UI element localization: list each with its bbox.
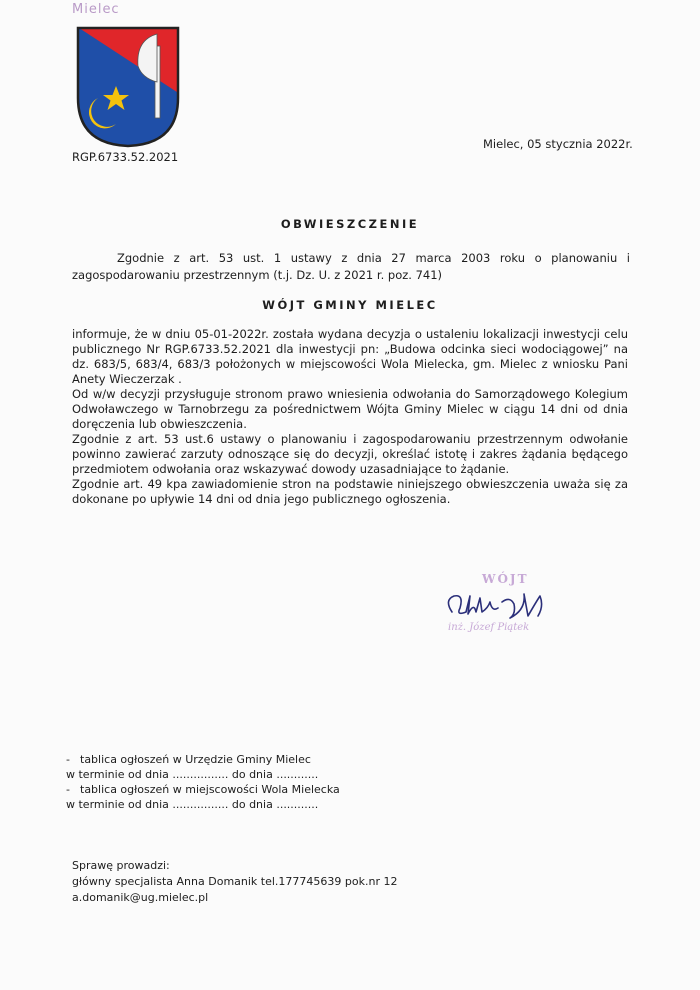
posting-period-2: w terminie od dnia ................ do dnia ............ <box>66 798 319 811</box>
crest-label: Mielec <box>72 2 120 17</box>
prepared-by-email: a.domanik@ug.mielec.pl <box>72 891 209 904</box>
stamp-name: inż. Józef Piątek <box>448 622 530 633</box>
posting-info <box>66 752 396 812</box>
legal-basis: Zgodnie z art. 53 ust. 1 ustawy z dnia 27 marca 2003 roku o planowaniu i zagospodarowaniu przestrzennym (t.j. Dz. U. z 2021 r. poz. 741) <box>72 251 630 282</box>
handwritten-signature-icon <box>440 582 570 626</box>
paragraph-appeal-right: Od w/w decyzji przysługuje stronom prawo wniesienia odwołania do Samorządowego Kolegium Odwoławczego w Tarnobrzegu za pośrednictwem Wójta Gminy Mielec w ciągu 14 dni od dnia doręczenia lub obwieszczenia. <box>72 387 628 431</box>
posting-location-2: - tablica ogłoszeń w miejscowości Wola Mielecka <box>66 782 396 797</box>
reference-number: RGP.6733.52.2021 <box>72 150 179 164</box>
document-title: OBWIESZCZENIE <box>280 217 420 231</box>
document-date: Mielec, 05 stycznia 2022r. <box>483 137 633 151</box>
prepared-by-person: główny specjalista Anna Domanik tel.177745639 pok.nr 12 <box>72 875 398 888</box>
authority-heading: WÓJT GMINY MIELEC <box>262 298 438 312</box>
posting-period-1: w terminie od dnia ................ do dnia ............ <box>66 768 319 781</box>
posting-location-1: - tablica ogłoszeń w Urzędzie Gminy Mielec <box>66 752 396 767</box>
paragraph-notification: Zgodnie art. 49 kpa zawiadomienie stron na podstawie niniejszego obwieszczenia uważa się za dokonane po upływie 14 dni od dnia jego publicznego ogłoszenia. <box>72 477 628 506</box>
notice-body <box>72 327 628 507</box>
prepared-by <box>72 858 472 906</box>
coat-of-arms-icon <box>76 26 180 148</box>
signature-stamp <box>440 572 570 642</box>
stamp-title: WÓJT <box>482 572 529 586</box>
paragraph-decision: informuje, że w dniu 05-01-2022r. została wydana decyzja o ustaleniu lokalizacji inwestycji celu publicznego Nr RGP.6733.52.2021 dla inwestycji pn: „Budowa odcinka sieci wodociągowej” na dz. 683/5, 683/4, 683/3 położonych w miejscowości Wola Mielecka, gm. Mielec z wniosku Pani Anety Wieczerzak . <box>72 327 628 386</box>
prepared-by-label: Sprawę prowadzi: <box>72 859 170 872</box>
paragraph-appeal-content: Zgodnie z art. 53 ust.6 ustawy o planowaniu i zagospodarowaniu przestrzennym odwołanie powinno zawierać zarzuty odnoszące się do decyzji, określać istotę i zakres żądania będącego przedmiotem odwołania oraz wskazywać dowody uzasadniające to żądanie. <box>72 432 628 476</box>
